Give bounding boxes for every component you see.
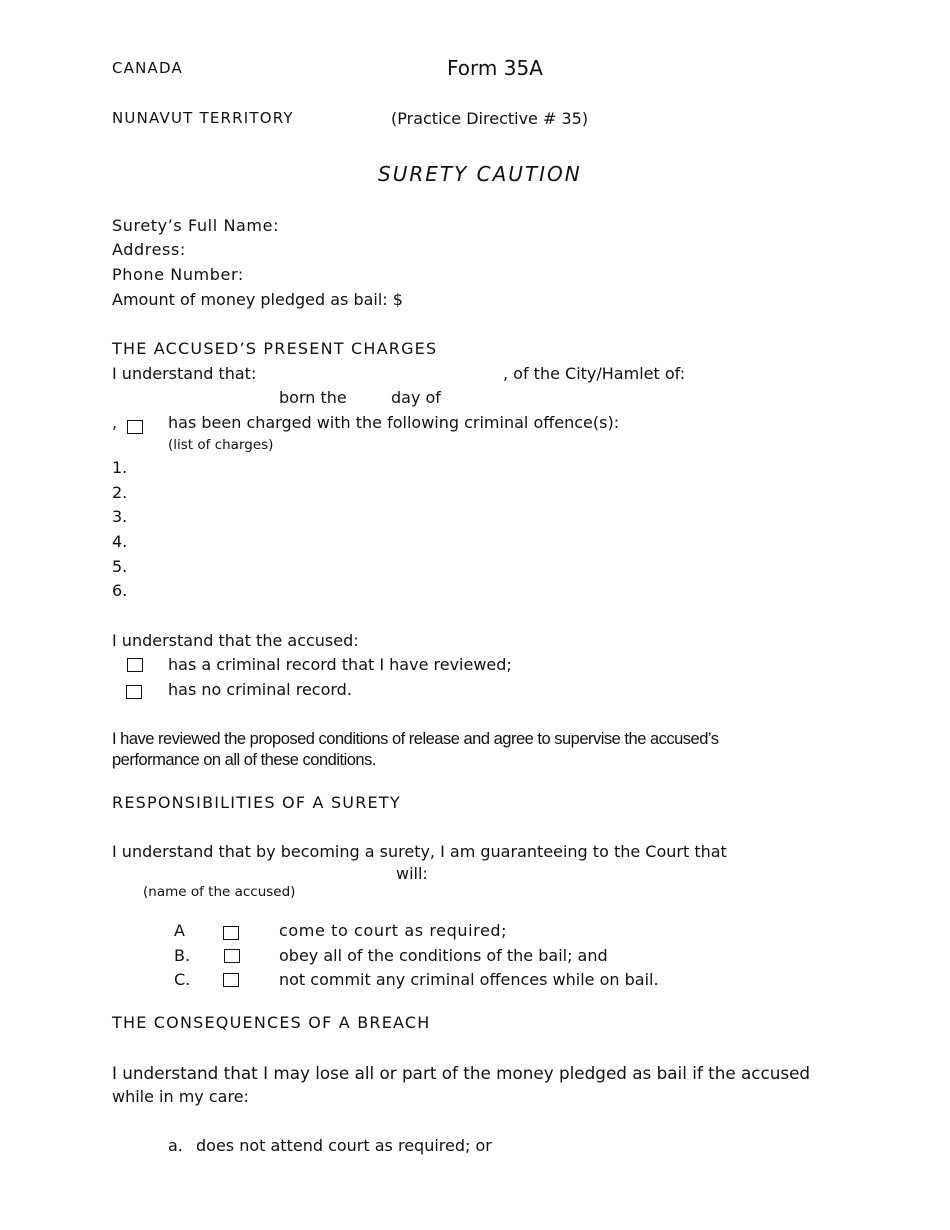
will-label: will:	[396, 864, 428, 883]
responsibilities-heading: RESPONSIBILITIES OF A SURETY	[112, 793, 401, 812]
born-label: born the	[279, 388, 347, 407]
no-criminal-record-checkbox[interactable]	[126, 685, 142, 699]
bail-amount-label: Amount of money pledged as bail: $	[112, 290, 403, 309]
surety-name-label: Surety’s Full Name:	[112, 216, 280, 235]
comma-mark: ,	[112, 413, 118, 432]
responsibility-text: not commit any criminal offences while on bail.	[279, 970, 659, 989]
attend-court-checkbox[interactable]	[223, 926, 239, 940]
country-label: CANADA	[112, 59, 183, 77]
charge-number: 5.	[112, 557, 128, 576]
document-title: SURETY CAUTION	[378, 162, 582, 186]
charged-statement: has been charged with the following criminal offence(s):	[168, 413, 620, 432]
list-of-charges-caption: (list of charges)	[168, 437, 274, 453]
phone-label: Phone Number:	[112, 265, 244, 284]
charges-heading: THE ACCUSED’S PRESENT CHARGES	[112, 339, 438, 358]
review-statement-line1: I have reviewed the proposed conditions of release and agree to supervise the accused’s	[112, 730, 719, 748]
consequence-text: does not attend court as required; or	[196, 1136, 492, 1155]
review-statement-line2: performance on all of these conditions.	[112, 751, 376, 769]
charge-number: 3.	[112, 507, 128, 526]
understand-that-label: I understand that:	[112, 364, 257, 383]
responsibility-letter: B.	[174, 946, 191, 965]
responsibility-letter: A	[174, 921, 185, 940]
no-offences-checkbox[interactable]	[223, 973, 239, 987]
criminal-record-checkbox[interactable]	[127, 658, 143, 672]
day-of-label: day of	[391, 388, 441, 407]
consequences-statement-line2: while in my care:	[112, 1087, 249, 1106]
no-criminal-record-option: has no criminal record.	[168, 680, 352, 699]
consequence-letter: a.	[168, 1136, 183, 1155]
charge-number: 1.	[112, 458, 128, 477]
charged-checkbox[interactable]	[127, 420, 143, 434]
criminal-record-option: has a criminal record that I have reviewed;	[168, 655, 512, 674]
responsibility-letter: C.	[174, 970, 191, 989]
city-hamlet-label: , of the City/Hamlet of:	[503, 364, 686, 383]
name-of-accused-caption: (name of the accused)	[143, 884, 296, 900]
consequences-heading: THE CONSEQUENCES OF A BREACH	[112, 1013, 431, 1032]
territory-label: NUNAVUT TERRITORY	[112, 109, 294, 127]
consequences-statement-line1: I understand that I may lose all or part of the money pledged as bail if the accused	[112, 1063, 811, 1083]
guarantee-statement: I understand that by becoming a surety, I am guaranteeing to the Court that	[112, 842, 727, 861]
responsibility-text: obey all of the conditions of the bail; and	[279, 946, 608, 965]
practice-directive: (Practice Directive # 35)	[391, 109, 589, 128]
charge-number: 6.	[112, 581, 128, 600]
charge-number: 2.	[112, 483, 128, 502]
accused-record-intro: I understand that the accused:	[112, 631, 359, 650]
responsibility-text: come to court as required;	[279, 921, 508, 940]
obey-conditions-checkbox[interactable]	[224, 949, 240, 963]
charge-number: 4.	[112, 532, 128, 551]
address-label: Address:	[112, 240, 186, 259]
form-title: Form 35A	[447, 56, 543, 80]
